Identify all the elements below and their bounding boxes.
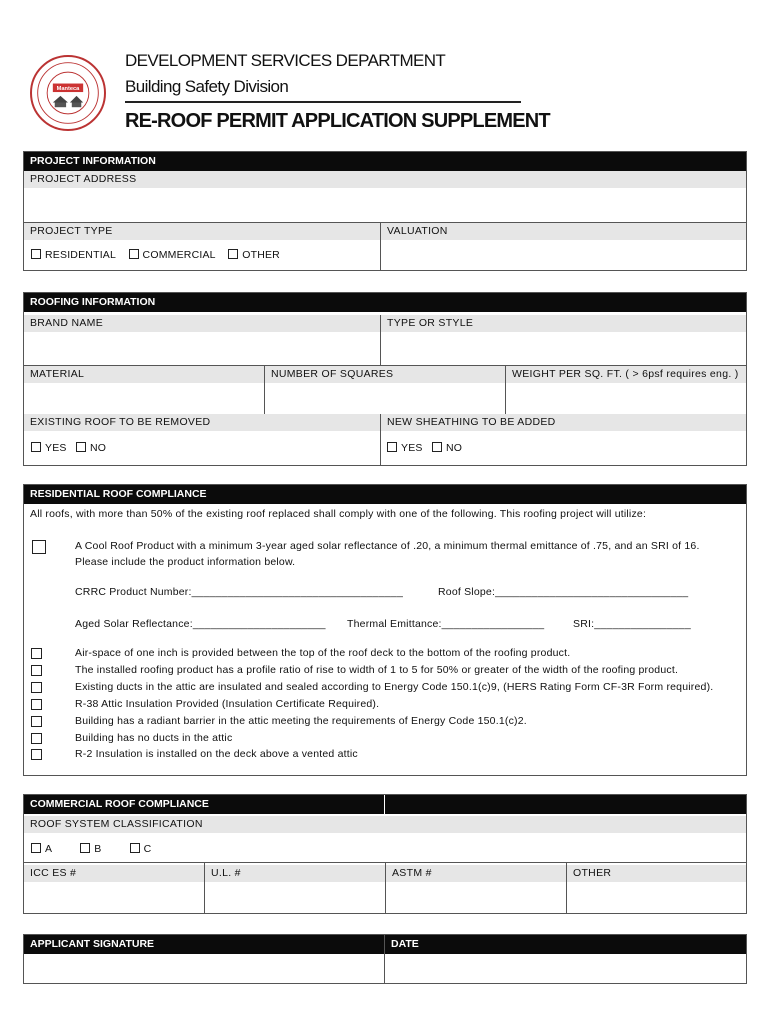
date-label: DATE	[385, 935, 746, 954]
existing-roof-yes-checkbox[interactable]: YES	[31, 442, 67, 454]
option-text: Existing ducts in the attic are insulated and sealed according to Energy Code 150.1(c)9, (HERS Rating Form CF-3R Form required).	[75, 681, 714, 693]
cool-roof-text-1: A Cool Roof Product with a minimum 3-year aged solar reflectance of .20, a minimum thermal emittance of .75, and an SRI of 16.	[75, 540, 700, 552]
new-sheathing-label: NEW SHEATHING TO BE ADDED	[381, 414, 746, 431]
department-name: DEVELOPMENT SERVICES DEPARTMENT	[125, 51, 446, 70]
option-checkbox[interactable]	[31, 716, 42, 727]
crrc-product-number-field[interactable]: CRRC Product Number:___________________________________	[75, 586, 403, 598]
material-label: MATERIAL	[24, 366, 264, 383]
roof-slope-field[interactable]: Roof Slope:________________________________	[438, 586, 689, 598]
date-field[interactable]	[385, 954, 746, 983]
option-checkbox[interactable]	[31, 682, 42, 693]
header-rule	[125, 101, 521, 103]
new-sheathing-no-checkbox[interactable]: NO	[432, 442, 462, 454]
class-a-checkbox[interactable]: A	[31, 843, 52, 855]
icc-es-field[interactable]	[24, 883, 204, 913]
class-b-checkbox[interactable]: B	[80, 843, 101, 855]
type-or-style-label: TYPE OR STYLE	[381, 315, 746, 332]
weight-per-sq-ft-label: WEIGHT PER SQ. FT. ( > 6psf requires eng. )	[506, 366, 746, 383]
astm-label: ASTM #	[386, 865, 566, 882]
option-checkbox[interactable]	[31, 749, 42, 760]
brand-name-label: BRAND NAME	[24, 315, 380, 332]
sri-field[interactable]: SRI:________________	[573, 618, 691, 630]
other-field[interactable]	[567, 883, 746, 913]
option-text: R-2 Insulation is installed on the deck above a vented attic	[75, 748, 358, 760]
number-of-squares-field[interactable]	[265, 383, 505, 413]
cool-roof-text-2: Please include the product information below.	[75, 556, 296, 568]
number-of-squares-label: NUMBER OF SQUARES	[265, 366, 505, 383]
residential-compliance-header: RESIDENTIAL ROOF COMPLIANCE	[24, 485, 746, 504]
option-checkbox[interactable]	[31, 665, 42, 676]
signature-section	[23, 934, 747, 984]
astm-field[interactable]	[386, 883, 566, 913]
option-text: The installed roofing product has a profile ratio of rise to width of 1 to 5 for 50% or greater of the width of the roofing product.	[75, 664, 679, 676]
thermal-emittance-field[interactable]: Thermal Emittance:_________________	[347, 618, 545, 630]
new-sheathing-options	[387, 442, 462, 454]
option-checkbox[interactable]	[31, 699, 42, 710]
city-seal-logo	[30, 55, 106, 131]
existing-roof-options	[31, 442, 106, 454]
project-type-label: PROJECT TYPE	[24, 223, 380, 240]
svg-text:Manteca: Manteca	[56, 86, 80, 93]
roof-system-classification-label: ROOF SYSTEM CLASSIFICATION	[24, 816, 746, 833]
project-information-section	[23, 151, 747, 271]
commercial-checkbox[interactable]: COMMERCIAL	[129, 249, 216, 261]
option-text: Building has a radiant barrier in the attic meeting the requirements of Energy Code 150.1(c)2.	[75, 715, 527, 727]
applicant-signature-label: APPLICANT SIGNATURE	[24, 935, 384, 954]
existing-roof-label: EXISTING ROOF TO BE REMOVED	[24, 414, 380, 431]
residential-checkbox[interactable]: RESIDENTIAL	[31, 249, 116, 261]
option-text: Building has no ducts in the attic	[75, 732, 233, 744]
option-text: Air-space of one inch is provided between the top of the roof deck to the bottom of the roofing product.	[75, 647, 571, 659]
option-checkbox[interactable]	[31, 733, 42, 744]
ul-field[interactable]	[205, 883, 385, 913]
residential-compliance-section	[23, 484, 747, 776]
roofing-information-section	[23, 292, 747, 466]
existing-roof-no-checkbox[interactable]: NO	[76, 442, 106, 454]
commercial-compliance-section	[23, 794, 747, 914]
commercial-compliance-header: COMMERCIAL ROOF COMPLIANCE	[24, 795, 384, 814]
option-checkbox[interactable]	[31, 648, 42, 659]
project-address-label: PROJECT ADDRESS	[24, 171, 746, 188]
roof-class-options	[31, 843, 151, 855]
option-text: R-38 Attic Insulation Provided (Insulation Certificate Required).	[75, 698, 380, 710]
class-c-checkbox[interactable]: C	[130, 843, 152, 855]
new-sheathing-yes-checkbox[interactable]: YES	[387, 442, 423, 454]
valuation-label: VALUATION	[381, 223, 746, 240]
other-label: OTHER	[567, 865, 746, 882]
brand-name-field[interactable]	[24, 332, 380, 364]
material-field[interactable]	[24, 383, 264, 413]
project-type-options	[31, 249, 280, 261]
roofing-information-header: ROOFING INFORMATION	[24, 293, 746, 312]
weight-per-sq-ft-field[interactable]	[506, 383, 746, 413]
valuation-field[interactable]	[381, 240, 746, 270]
division-name: Building Safety Division	[125, 77, 289, 96]
residential-intro: All roofs, with more than 50% of the existing roof replaced shall comply with one of the following. This roofing project will utilize:	[30, 508, 647, 520]
icc-es-label: ICC ES #	[24, 865, 204, 882]
other-checkbox[interactable]: OTHER	[228, 249, 280, 261]
form-title: RE-ROOF PERMIT APPLICATION SUPPLEMENT	[125, 110, 550, 132]
project-address-field[interactable]	[24, 188, 746, 222]
type-or-style-field[interactable]	[381, 332, 746, 364]
project-information-header: PROJECT INFORMATION	[24, 152, 746, 171]
applicant-signature-field[interactable]	[24, 954, 384, 983]
cool-roof-checkbox[interactable]	[32, 540, 46, 554]
ul-label: U.L. #	[205, 865, 385, 882]
aged-solar-reflectance-field[interactable]: Aged Solar Reflectance:______________________	[75, 618, 326, 630]
